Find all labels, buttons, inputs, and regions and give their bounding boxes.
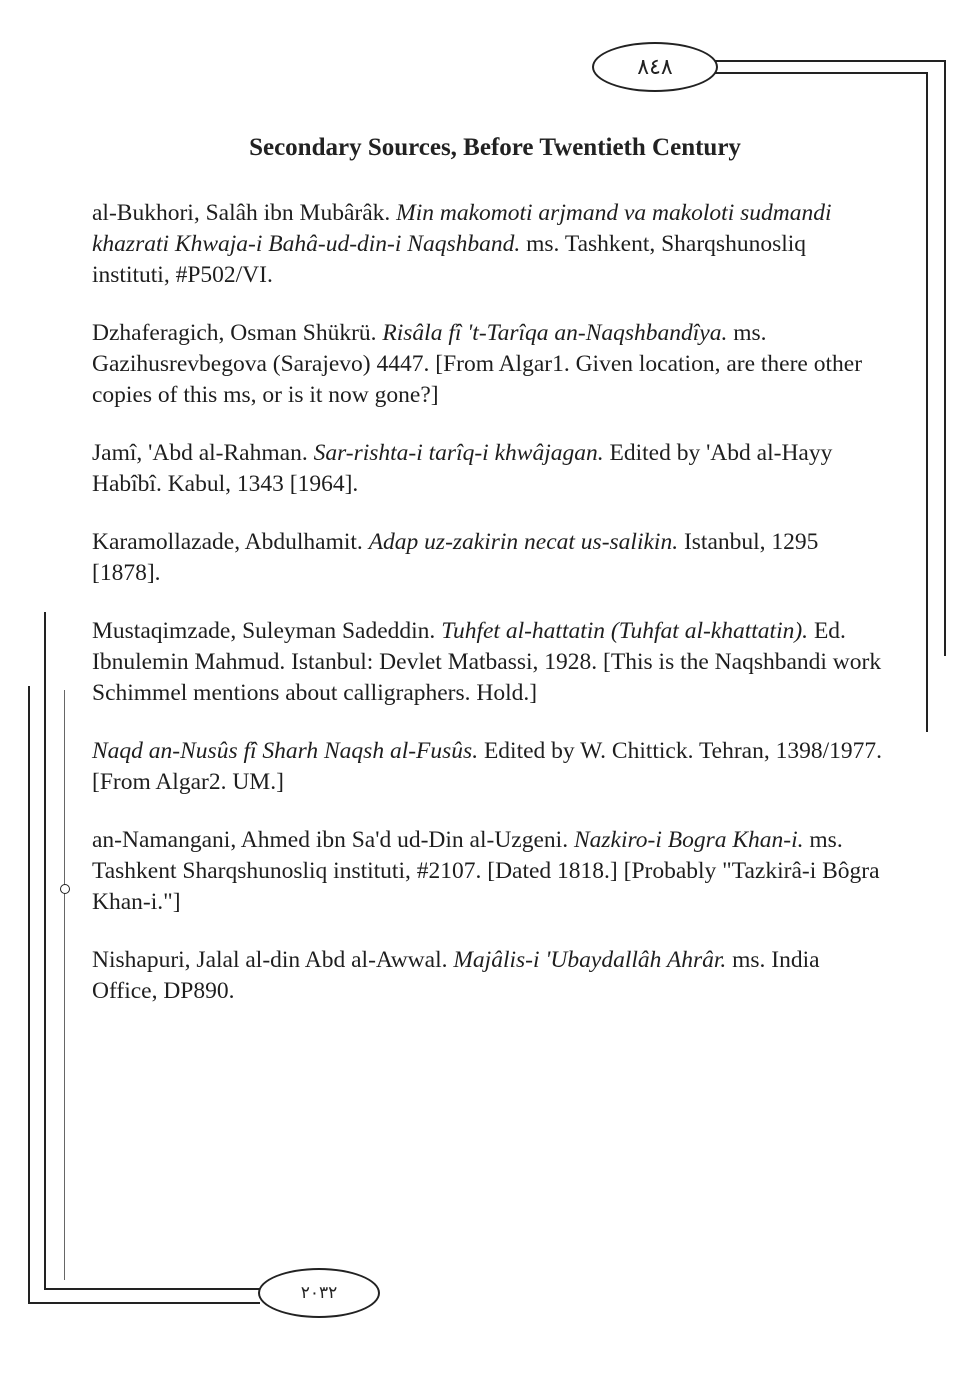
entry-author: al-Bukhori, Salâh ibn Mubârâk. bbox=[92, 200, 397, 226]
entry-details: ms. Tashkent, Sharqshunosliq instituti, #P502/VI. bbox=[92, 231, 807, 288]
bibliography-entry bbox=[92, 825, 882, 918]
entry-details: ms. Gazihusrevbegova (Sarajevo) 4447. [From Algar1. Given location, are there other copies of this ms, or is it now gone?] bbox=[92, 320, 863, 408]
bibliography-entry bbox=[92, 318, 882, 411]
page-number-top: ٨٤٨ bbox=[592, 42, 718, 92]
bibliography-entry bbox=[92, 616, 882, 709]
entry-title: Adap uz-zakirin necat us-salikin. bbox=[368, 529, 679, 555]
frame-right-line-inner bbox=[926, 72, 928, 732]
entry-title: Naqd an-Nusûs fî Sharh Naqsh al-Fusûs. bbox=[92, 738, 479, 764]
frame-top-line-inner bbox=[712, 72, 928, 74]
entry-title: Sar-rishta-i tarîq-i khwâjagan. bbox=[313, 440, 604, 466]
frame-left-line-outer bbox=[28, 686, 30, 1304]
frame-top-line-outer bbox=[712, 60, 946, 62]
entry-author: Dzhaferagich, Osman Shükrü. bbox=[92, 320, 383, 346]
bibliography-entry bbox=[92, 438, 882, 500]
entry-title: Risâla fî 't-Tarîqa an-Naqshbandîya. bbox=[382, 320, 728, 346]
page-number-bottom: ٢٠٣٢ bbox=[258, 1268, 380, 1318]
entry-title: Min makomoti arjmand va makoloti sudmandi khazrati Khwaja-i Bahâ-ud-din-i Naqshband. bbox=[92, 200, 832, 257]
margin-bullet bbox=[60, 884, 70, 894]
bibliography-entry bbox=[92, 945, 882, 1007]
frame-bottom-line-inner bbox=[44, 1288, 260, 1290]
entry-author: Mustaqimzade, Suleyman Sadeddin. bbox=[92, 618, 442, 644]
entry-author: Nishapuri, Jalal al-din Abd al-Awwal. bbox=[92, 947, 454, 973]
frame-bottom-line-outer bbox=[28, 1302, 260, 1304]
entry-author: Karamollazade, Abdulhamit. bbox=[92, 529, 369, 555]
bibliography-entry bbox=[92, 198, 882, 291]
entry-author: an-Namangani, Ahmed ibn Sa'd ud-Din al-Uzgeni. bbox=[92, 827, 574, 853]
entry-author: Jamî, 'Abd al-Rahman. bbox=[92, 440, 314, 466]
entry-title: Tuhfet al-hattatin (Tuhfat al-khattatin). bbox=[441, 618, 809, 644]
entry-title: Majâlis-i 'Ubaydallâh Ahrâr. bbox=[453, 947, 727, 973]
entry-title: Nazkiro-i Bogra Khan-i. bbox=[573, 827, 804, 853]
entry-details: ms. India Office, DP890. bbox=[92, 947, 820, 1004]
bibliography-entry bbox=[92, 527, 882, 589]
entry-details: Edited by W. Chittick. Tehran, 1398/1977. [From Algar2. UM.] bbox=[92, 738, 882, 795]
frame-left-line-inner bbox=[44, 612, 46, 1290]
entry-details: ms. Tashkent Sharqshunosliq instituti, #2107. [Dated 1818.] [Probably "Tazkirâ-i Bôgra Khan-i."] bbox=[92, 827, 880, 915]
entry-details: Ed. Ibnulemin Mahmud. Istanbul: Devlet Matbassi, 1928. [This is the Naqshbandi work Schimmel mentions about calligraphers. Hold.] bbox=[92, 618, 882, 706]
entry-details: Edited by 'Abd al-Hayy Habîbî. Kabul, 1343 [1964]. bbox=[92, 440, 833, 497]
bibliography-entry bbox=[92, 736, 882, 798]
bibliography-list bbox=[92, 198, 882, 1034]
frame-left-line-thin bbox=[64, 690, 65, 1280]
entry-details: Istanbul, 1295 [1878]. bbox=[92, 529, 819, 586]
section-heading: Secondary Sources, Before Twentieth Century bbox=[249, 134, 741, 161]
